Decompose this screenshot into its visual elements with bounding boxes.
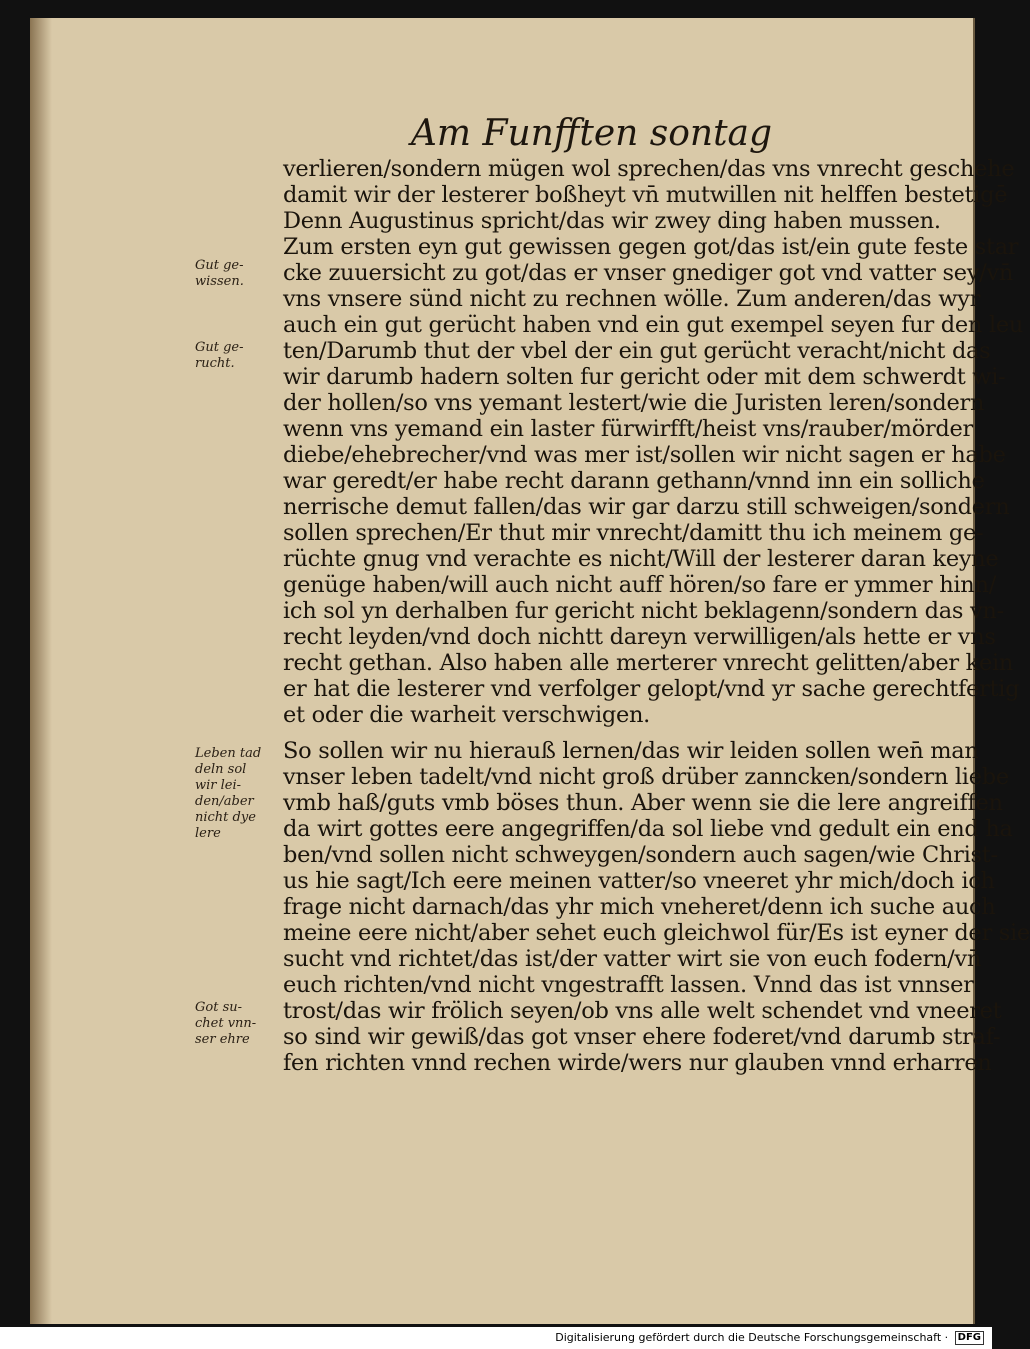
dfg-logo: DFG <box>955 1331 984 1345</box>
body-text <box>283 156 1030 1076</box>
text-line: da wirt gottes eere angegriffen/da sol liebe vnd gedult ein end ha <box>283 816 1013 842</box>
text-line: damit wir der lesterer boßheyt vn̄ mutwillen nit helffen bestetigē <box>283 182 1008 208</box>
text-line: sucht vnd richtet/das ist/der vatter wirt sie von euch fodern/vn̄ <box>283 946 982 972</box>
text-line: recht leyden/vnd doch nichtt dareyn verwilligen/als hette er vns <box>283 624 996 650</box>
text-line: ben/vnd sollen nicht schweygen/sondern auch sagen/wie Christ- <box>283 842 998 868</box>
margin-line: Got su- <box>195 1000 243 1015</box>
text-line: et oder die warheit verschwigen. <box>283 702 651 728</box>
text-line: trost/das wir frölich seyen/ob vns alle welt schendet vnd vneeret <box>283 998 1002 1024</box>
paragraph-1 <box>283 156 1024 728</box>
book-page <box>30 18 1030 1324</box>
text-line: euch richten/vnd nicht vngestrafft lassen. Vnnd das ist vnnser <box>283 972 974 998</box>
margin-line: ser ehre <box>195 1032 250 1047</box>
text-line: diebe/ehebrecher/vnd was mer ist/sollen wir nicht sagen er habe <box>283 442 1006 468</box>
text-line: genüge haben/will auch nicht auff hören/so fare er ymmer hinn/ <box>283 572 996 598</box>
margin-note-3 <box>195 746 280 842</box>
text-line: recht gethan. Also haben alle merterer vnrecht gelitten/aber kein <box>283 650 1014 676</box>
text-line: er hat die lesterer vnd verfolger gelopt/vnd yr sache gerechtfertig <box>283 676 1020 702</box>
margin-note-4 <box>195 1000 280 1048</box>
text-line: so sind wir gewiß/das got vnser ehere foderet/vnd darumb straf- <box>283 1024 1001 1050</box>
margin-line: deln sol <box>195 762 247 777</box>
text-line: verlieren/sondern mügen wol sprechen/das vns vnrecht geschehe <box>283 156 1015 182</box>
margin-note-1 <box>195 258 280 290</box>
text-line: rüchte gnug vnd verachte es nicht/Will der lesterer daran keyne <box>283 546 999 572</box>
text-line: So sollen wir nu hierauß lernen/das wir leiden sollen wen̄ man <box>283 738 979 764</box>
margin-line: Gut ge- <box>195 258 244 273</box>
text-line: der hollen/so vns yemant lestert/wie die Juristen leren/sondern <box>283 390 985 416</box>
margin-line: chet vnn- <box>195 1016 257 1031</box>
text-line: war geredt/er habe recht darann gethann/vnnd inn ein solliche <box>283 468 985 494</box>
text-line: vmb haß/guts vmb böses thun. Aber wenn sie die lere angreiffen <box>283 790 1003 816</box>
margin-note-2 <box>195 340 280 372</box>
margin-line: nicht dye <box>195 810 256 825</box>
text-line: wir darumb hadern solten fur gericht oder mit dem schwerdt wi- <box>283 364 1006 390</box>
text-line: auch ein gut gerücht haben vnd ein gut exempel seyen fur den leu <box>283 312 1024 338</box>
margin-line: rucht. <box>195 356 235 371</box>
margin-line: den/aber <box>195 794 254 809</box>
margin-line: wir lei- <box>195 778 242 793</box>
margin-line: Gut ge- <box>195 340 244 355</box>
paragraph-2 <box>283 738 1030 1076</box>
text-line: Denn Augustinus spricht/das wir zwey ding haben mussen. <box>283 208 941 234</box>
footer-credit <box>0 1327 992 1349</box>
text-line: meine eere nicht/aber sehet euch gleichwol für/Es ist eyner der sie <box>283 920 1030 946</box>
text-line: us hie sagt/Ich eere meinen vatter/so vneeret yhr mich/doch ich <box>283 868 995 894</box>
text-line: nerrische demut fallen/das wir gar darzu still schweigen/sondern <box>283 494 1010 520</box>
text-line: vnser leben tadelt/vnd nicht groß drüber zanncken/sondern liebe <box>283 764 1009 790</box>
text-line: cke zuuersicht zu got/das er vnser gnediger got vnd vatter sey/vn̄ <box>283 260 1014 286</box>
text-line: vns vnsere sünd nicht zu rechnen wölle. Zum anderen/das wyr <box>283 286 981 312</box>
running-header: Am Funfften sontag <box>410 113 773 154</box>
text-line: frage nicht darnach/das yhr mich vneheret/denn ich suche auch <box>283 894 996 920</box>
text-line: fen richten vnnd rechen wirde/wers nur glauben vnnd erharren <box>283 1050 992 1076</box>
margin-line: Leben tad <box>195 746 262 761</box>
text-line: wenn vns yemand ein laster fürwirfft/heist vns/rauber/mörder <box>283 416 973 442</box>
footer-text: Digitalisierung gefördert durch die Deutsche Forschungsgemeinschaft · <box>555 1331 949 1344</box>
text-line: sollen sprechen/Er thut mir vnrecht/damitt thu ich meinem ge- <box>283 520 984 546</box>
text-line: ten/Darumb thut der vbel der ein gut gerücht veracht/nicht das <box>283 338 991 364</box>
margin-line: wissen. <box>195 274 244 289</box>
text-line: ich sol yn derhalben fur gericht nicht beklagenn/sondern das vn- <box>283 598 1004 624</box>
text-line: Zum ersten eyn gut gewissen gegen got/das ist/ein gute feste star <box>283 234 1019 260</box>
margin-line: lere <box>195 826 221 841</box>
